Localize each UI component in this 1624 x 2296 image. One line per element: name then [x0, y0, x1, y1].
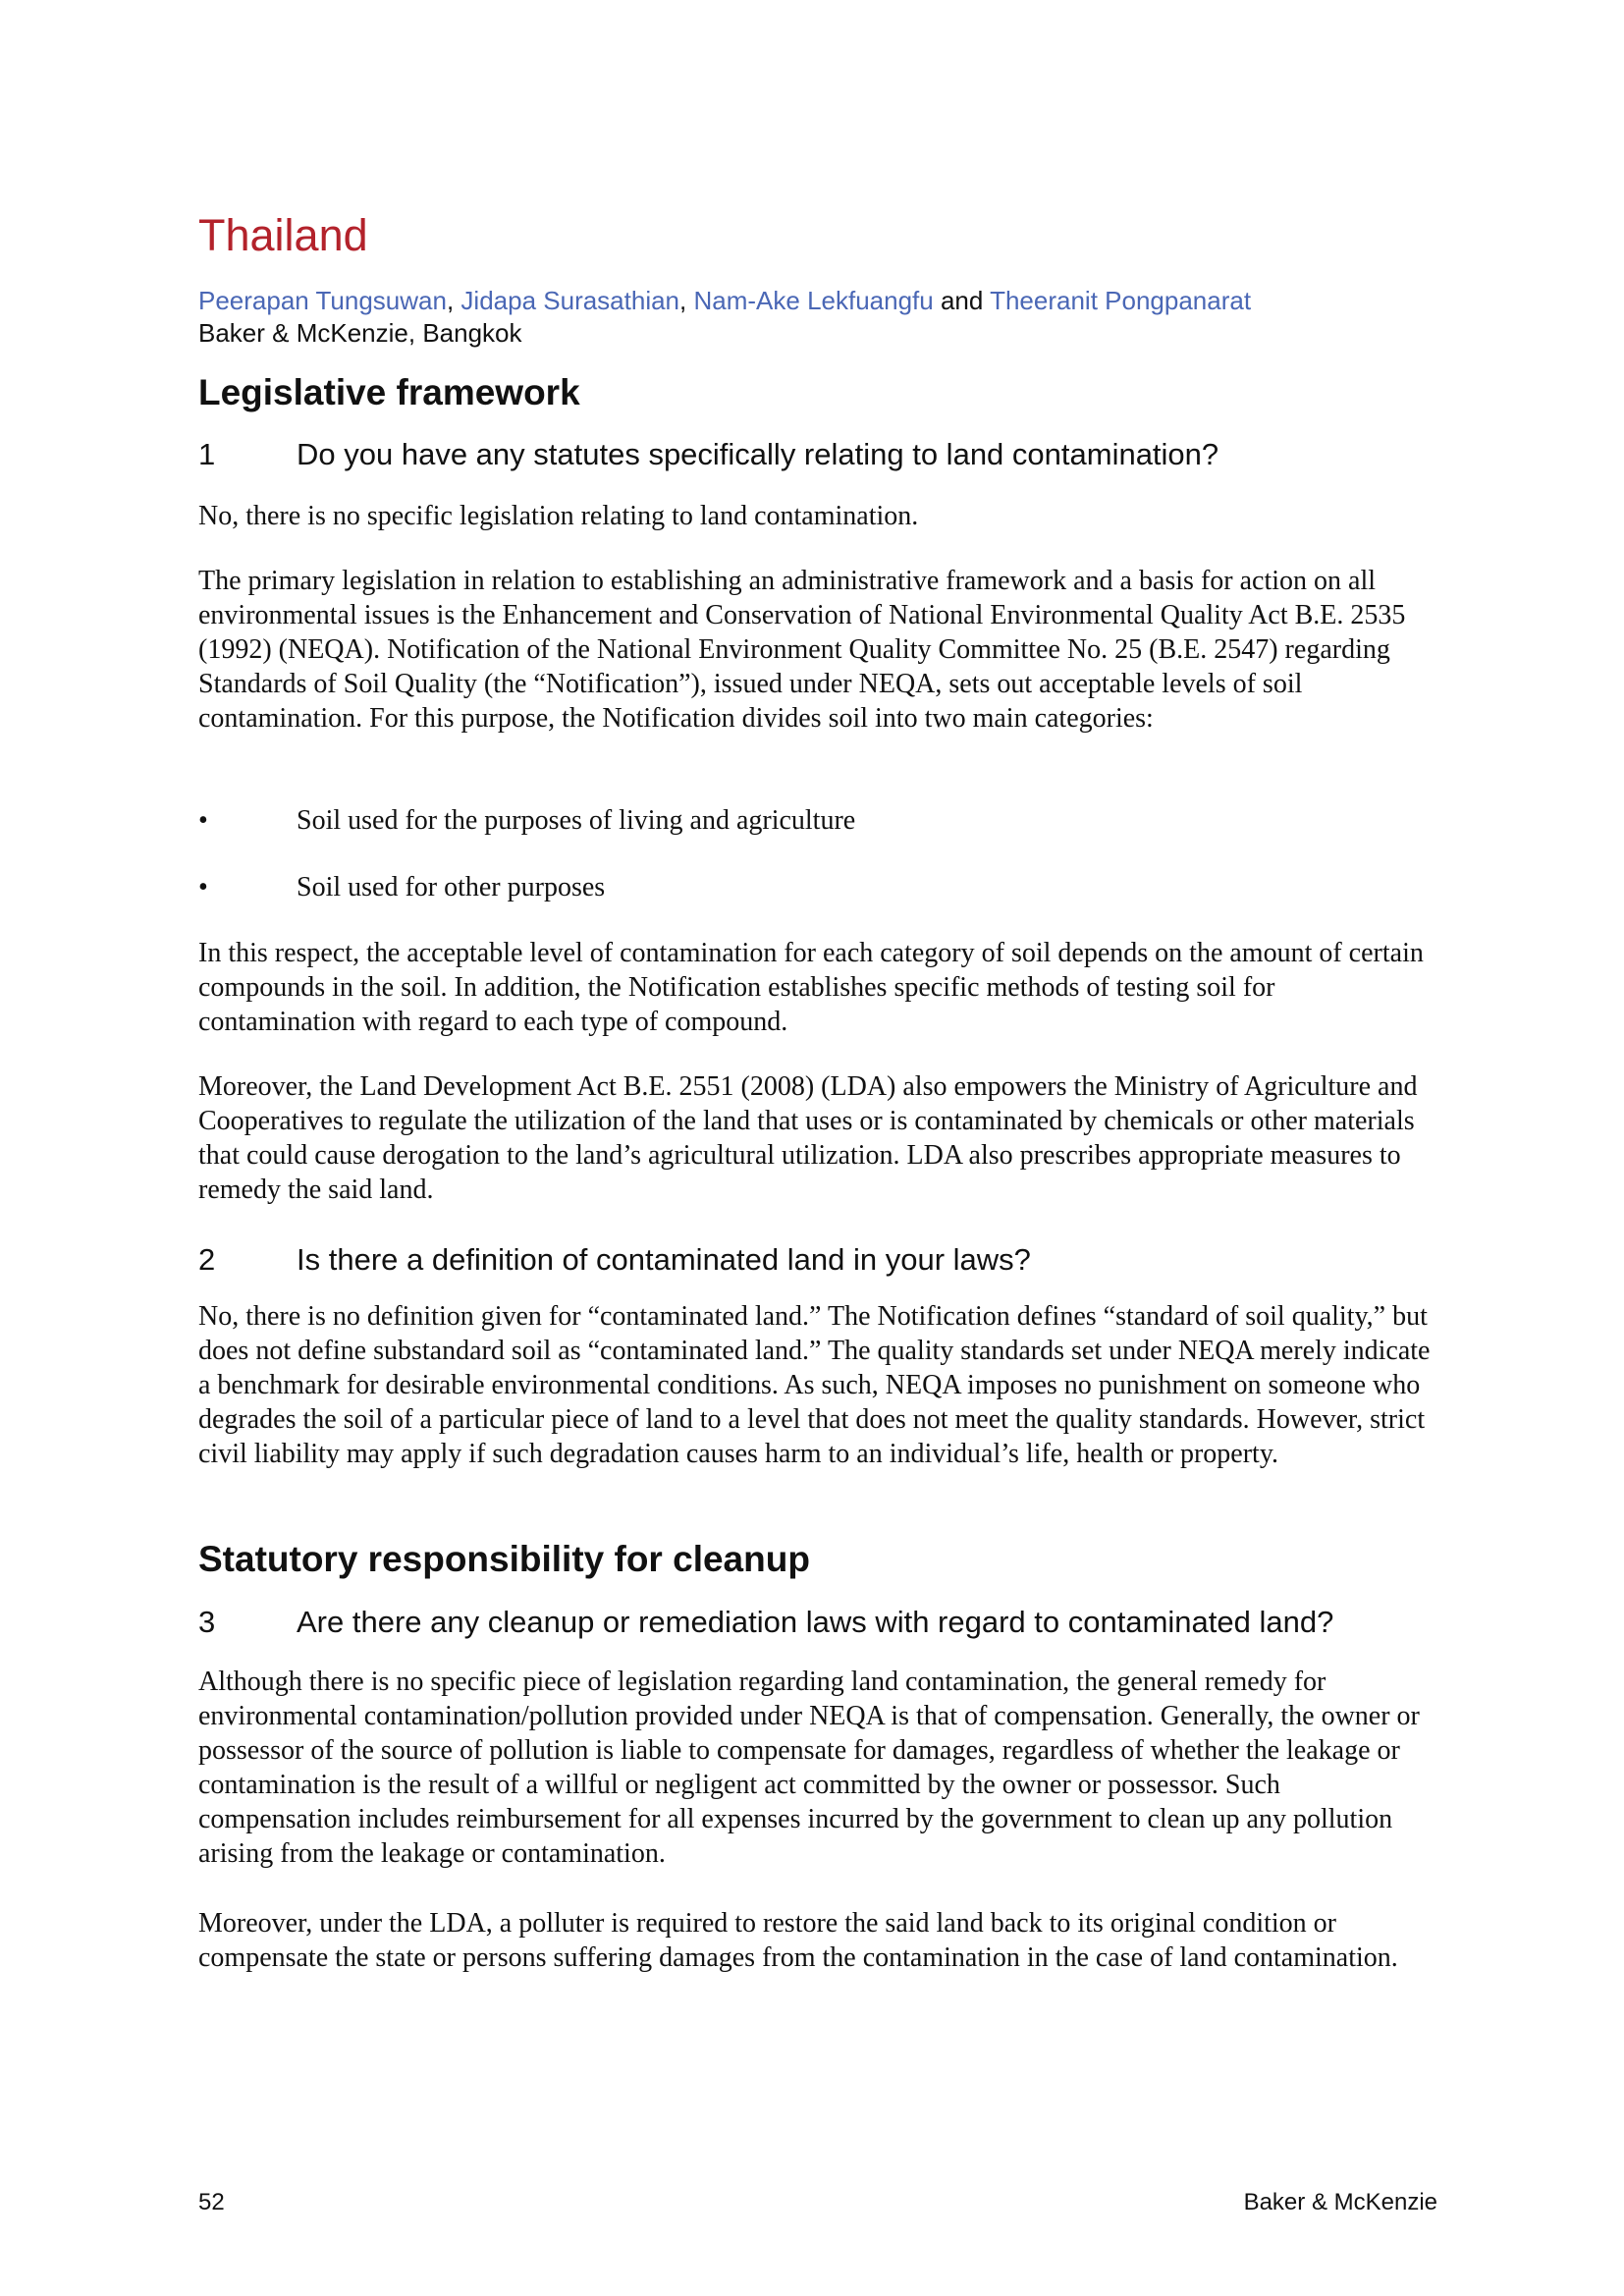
bullet-marker: •: [198, 805, 208, 836]
author-separator: and: [933, 286, 991, 315]
question-number: 2: [198, 1242, 216, 1277]
author-link[interactable]: Theeranit Pongpanarat: [990, 286, 1252, 315]
paragraph: Moreover, the Land Development Act B.E. 2551 (2008) (LDA) also empowers the Ministry of Agriculture and Cooperatives to regulate the utilization of the land that uses or is contaminated by chemicals or other materials that could cause derogation to the land’s agricultural utilization. LDA also prescribes appropriate measures to remedy the said land.: [198, 1071, 1418, 1205]
section-heading: Legislative framework: [198, 372, 580, 412]
paragraph: No, there is no definition given for “contaminated land.” The Notification defines “standard of soil quality,” but does not define substandard soil as “contaminated land.” The quality standards set under NEQA merely indicate a benchmark for desirable environmental conditions. As such, NEQA imposes no punishment on someone who degrades the soil of a particular piece of land to a level that does not meet the quality standards. However, strict civil liability may apply if such degradation causes harm to an individual’s life, health or property.: [198, 1301, 1431, 1469]
section-heading: Statutory responsibility for cleanup: [198, 1539, 810, 1579]
paragraph: Moreover, under the LDA, a polluter is required to restore the said land back to its original condition or compensate the state or persons suffering damages from the contamination in the case of land contamination.: [198, 1908, 1398, 1973]
firm-location: Baker & McKenzie, Bangkok: [198, 318, 522, 348]
question-title: Is there a definition of contaminated land in your laws?: [297, 1242, 1031, 1277]
paragraph: No, there is no specific legislation relating to land contamination.: [198, 501, 919, 531]
question-number: 3: [198, 1605, 216, 1639]
bullet-marker: •: [198, 872, 208, 902]
author-link[interactable]: Peerapan Tungsuwan: [198, 286, 447, 315]
question-number: 1: [198, 437, 216, 471]
document-page: [198, 0, 1437, 2296]
author-block: [198, 285, 1251, 350]
paragraph: In this respect, the acceptable level of contamination for each category of soil depends on the amount of certain compounds in the soil. In addition, the Notification establishes specific methods of testing soil for contamination with regard to each type of compound.: [198, 938, 1424, 1037]
author-separator: ,: [446, 286, 461, 315]
bullet-item: Soil used for other purposes: [297, 872, 606, 902]
author-line: [198, 285, 1251, 317]
author-link[interactable]: Nam-Ake Lekfuangfu: [693, 286, 934, 315]
question-title: Do you have any statutes specifically relating to land contamination?: [297, 437, 1219, 471]
footer-firm: Baker & McKenzie: [1243, 2189, 1437, 2215]
paragraph: Although there is no specific piece of legislation regarding land contamination, the general remedy for environmental contamination/pollution provided under NEQA is that of compensation. Generally, the owner or possessor of the source of pollution is liable to compensate for damages, regardless of whether the leakage or contamination is the result of a willful or negligent act committed by the owner or possessor. Such compensation includes reimbursement for all expenses incurred by the government to clean up any pollution arising from the leakage or contamination.: [198, 1667, 1420, 1869]
country-title: Thailand: [198, 210, 368, 260]
author-separator: ,: [679, 286, 694, 315]
author-link[interactable]: Jidapa Surasathian: [460, 286, 680, 315]
paragraph: The primary legislation in relation to establishing an administrative framework and a basis for action on all environmental issues is the Enhancement and Conservation of National Environmental Quality Act B.E. 2535 (1992) (NEQA). Notification of the National Environment Quality Committee No. 25 (B.E. 2547) regarding Standards of Soil Quality (the “Notification”), issued under NEQA, sets out acceptable levels of soil contamination. For this purpose, the Notification divides soil into two main categories:: [198, 566, 1406, 734]
question-title: Are there any cleanup or remediation laws with regard to contaminated land?: [297, 1605, 1334, 1639]
page-number: 52: [198, 2189, 225, 2215]
bullet-item: Soil used for the purposes of living and agriculture: [297, 805, 856, 836]
